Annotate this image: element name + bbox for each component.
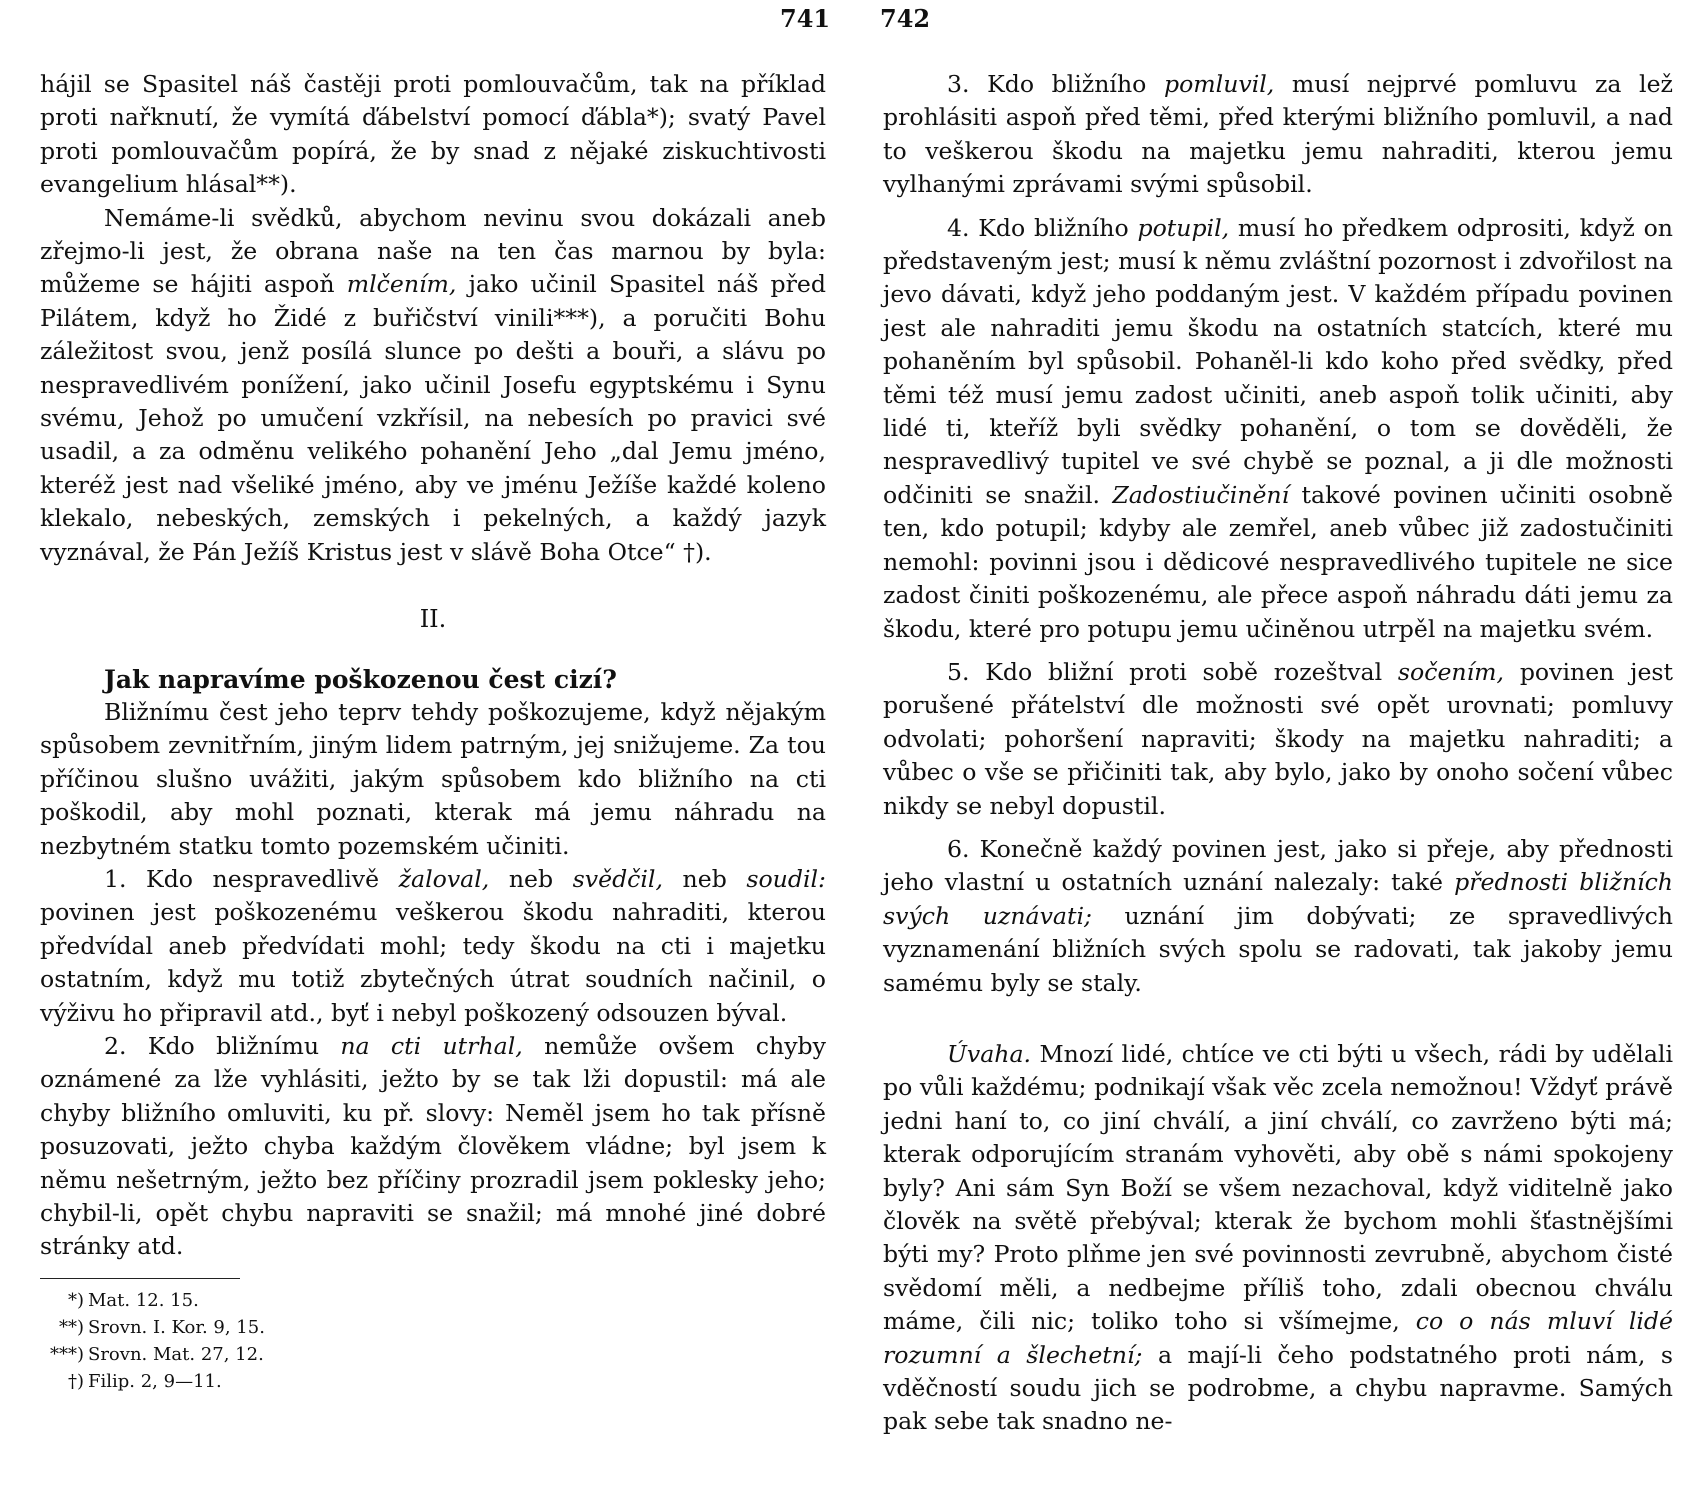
paragraph: 1. Kdo nespravedlivě žaloval, neb svědčil, neb soudil: povinen jest poškozenému veškerou škodu nahraditi, kterou předvídal aneb předvídati mohl; tedy škodu na cti i majetku ostatním, když mu totiž zbytečných útrat soudních načinil, o výživu ho připravil atd., byť i nebyl poškozený odsouzen býval. [40,864,827,1027]
paragraph-reflection: Úvaha. Mnozí lidé, chtíce ve cti býti u všech, rádi by udělali po vůli každému; podnikají však věc zcela nemožnou! Vždyť právě jedni haní to, co jiní chválí, a jiní chválí, co zavrženo býti má; kterak odporujícím stranám vyhověti, aby obě s námi spokojeny byly? Ani sám Syn Boží se všem nezachoval, když viditelně jako člověk na světě přebýval; kterak že bychom mohli šťastnějšími býti my? Proto plňme jen své povinnosti zevrubně, abychom čisté svědomí měli, a nedbejme příliš toho, zdali obecnou chválu máme, čili nic; toliko toho si všímejme, co o nás mluví lidé rozumní a šlechetní; a mají-li čeho podstatného proti nám, s vděčností soudu jich se podrobme, a chybu napravme. Samých pak sebe tak snadno ne- [883,1039,1673,1436]
page-number-left: 741 [780,4,831,33]
left-page-text [40,68,826,1395]
footnotes [40,1278,265,1395]
section-number: II. [419,605,447,634]
paragraph: 4. Kdo bližního potupil, musí ho předkem odprositi, když on představeným jest; musí k němu zvláštní pozornost i zdvořilost na jevo dávati, když jeho poddaným jest. V každém případu povinen jest ale nahraditi jemu škodu na ostatních statcích, které mu pohaněním byl spůsobil. Pohaněl-li kdo koho před svědky, před těmi též musí jemu zadost učiniti, aneb aspoň tolik učiniti, aby lidé ti, kteříž byli svědky pohanění, o tom se dověděli, že nespravedlivý tupitel ve své chybě se poznal, a ji dle možnosti odčiniti se snažil. Zadostiučinění takové povinen učiniti osobně ten, kdo potupil; kdyby ale zemřel, aneb vůbec již zadostučiniti nemohl: povinni jsou i dědicové nespravedlivého tupitele ne sice zadost činiti poškozenému, ale přece aspoň náhradu dáti jemu za škodu, které pro potupu jemu učiněnou utrpěl na majetku svém. [883,213,1673,643]
paragraph: Bližnímu čest jeho teprv tehdy poškozujeme, když nějakým spůsobem zevnitřním, jiným lidem patrným, jej snižujeme. Za tou příčinou slušno uvážiti, jakým spůsobem kdo bližního na cti poškodil, aby mohl poznati, kterak má jemu náhradu na nezbytném statku tomto pozemském učiniti. [40,697,826,860]
footnote: †) Filip. 2, 9—11. [67,1370,222,1392]
page-number-right: 742 [880,4,931,33]
paragraph: 2. Kdo bližnímu na cti utrhal, nemůže ovšem chyby oznámené za lže vyhlásiti, ježto by se tak lži dopustil: má ale chyby bližního omluviti, ku př. slovy: Neměl jsem ho tak přísně posuzovati, ježto chyba každým člověkem vládne; byl jsem k němu nešetrným, ježto bez příčiny prozradil jsem poklesky jeho; chybil-li, opět chybu napraviti se snažil; má mnohé jiné dobré stránky atd. [40,1031,826,1261]
footnote: ***) Srovn. Mat. 27, 12. [49,1343,264,1365]
paragraph: 6. Konečně každý povinen jest, jako si přeje, aby přednosti jeho vlastní u ostatních uznání nalezaly: také přednosti bližních svých uznávati; uznání jim dobývati; ze spravedlivých vyznamenání bližních svých spolu se radovati, tak jakoby jemu samému byly se staly. [883,834,1673,997]
section-heading: Jak napravíme poškozenou čest cizí? [104,664,617,694]
right-page-text [883,68,1673,1439]
paragraph: 5. Kdo bližní proti sobě rozeštval sočením, povinen jest porušené přátelství dle možnosti své opět urovnati; pomluvy odvolati; pohoršení napraviti; škody na majetku nahraditi; a vůbec o vše se přičiniti tak, aby bylo, jako by onoho sočení vůbec nikdy se nebyl dopustil. [883,657,1674,820]
footnote: **) Srovn. I. Kor. 9, 15. [58,1316,265,1338]
paragraph: hájil se Spasitel náš častěji proti pomlouvačům, tak na příklad proti nařknutí, že vymítá ďábelství pomocí ďábla*); svatý Pavel proti pomlouvačům popírá, že by snad z nějaké ziskuchtivosti evangelium hlásal**). [40,70,826,199]
footnote: *) Mat. 12. 15. [67,1289,199,1311]
paragraph: Nemáme-li svědků, abychom nevinu svou dokázali aneb zřejmo-li jest, že obrana naše na ten čas marnou by byla: můžeme se hájiti aspoň mlčením, jako učinil Spasitel náš před Pilátem, když ho Židé z buřičství vinili***), a poručiti Bohu záležitost svou, jenž posílá slunce po dešti a bouři, a slávu po nespravedlivém ponížení, jako učinil Josefu egyptskému i Synu svému, Jehož po umučení vzkřísil, na nebesích po pravici své usadil, a za odměnu velikého pohanění Jeho „dal Jemu jméno, kteréž jest nad všeliké jméno, aby ve jménu Ježíše každé koleno klekalo, nebeských, zemských i pekelných, a každý jazyk vyznával, že Pán Ježíš Kristus jest v slávě Boha Otce“ †). [40,203,826,566]
paragraph: 3. Kdo bližního pomluvil, musí nejprvé pomluvu za lež prohlásiti aspoň před těmi, před kterými bližního pomluvil, a nad to veškerou škodu na majetku jemu nahraditi, kterou jemu vylhanými zprávami svými spůsobil. [883,70,1673,199]
